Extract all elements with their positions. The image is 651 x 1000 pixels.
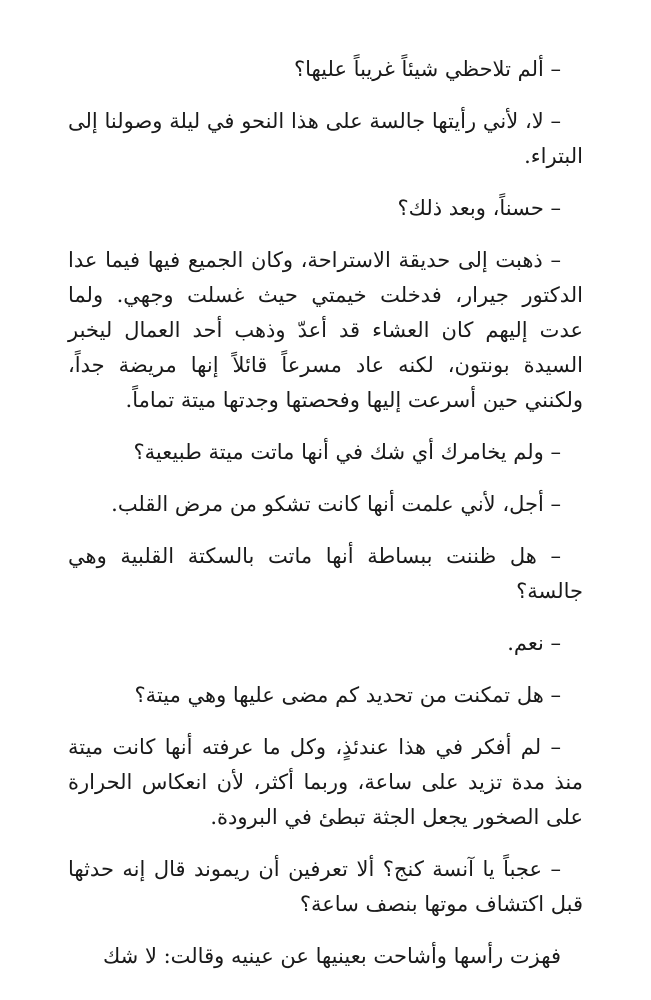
dialogue-paragraph: – عجباً يا آنسة كنج؟ ألا تعرفين أن ريموند قال إنه حدثها قبل اكتشاف موتها بنصف ساعة؟ bbox=[68, 857, 583, 916]
dialogue-paragraph: – ذهبت إلى حديقة الاستراحة، وكان الجميع فيها فيما عدا الدكتور جيرار، فدخلت خيمتي حيث غسلت وجهي. ولما عدت إليهم كان العشاء قد أعدّ وذهب أحد العمال ليخبر السيدة بونتون، لكنه عاد مسرعاً قائلاً إنها مريضة جداً، ولكنني حين أسرعت إليها وفحصتها وجدتها ميتة تماماً. bbox=[68, 248, 583, 412]
narration-paragraph: فهزت رأسها وأشاحت بعينيها عن عينيه وقالت: لا شك bbox=[102, 944, 561, 968]
dialogue-paragraph: – نعم. bbox=[507, 631, 561, 655]
book-page bbox=[68, 52, 583, 974]
dialogue-paragraph: – ألم تلاحظي شيئاً غريباً عليها؟ bbox=[293, 57, 561, 81]
dialogue-paragraph: – هل ظننت ببساطة أنها ماتت بالسكتة القلبية وهي جالسة؟ bbox=[68, 544, 583, 603]
dialogue-paragraph: – أجل، لأني علمت أنها كانت تشكو من مرض القلب. bbox=[111, 492, 561, 516]
dialogue-paragraph: – هل تمكنت من تحديد كم مضى عليها وهي ميتة؟ bbox=[134, 683, 561, 707]
dialogue-paragraph: – لم أفكر في هذا عندئذٍ، وكل ما عرفته أنها كانت ميتة منذ مدة تزيد على ساعة، وربما أكثر، لأن انعكاس الحرارة على الصخور يجعل الجثة تبطئ في البرودة. bbox=[68, 735, 583, 829]
dialogue-paragraph: – لا، لأني رأيتها جالسة على هذا النحو في ليلة وصولنا إلى البتراء. bbox=[68, 109, 583, 168]
dialogue-paragraph: – حسناً، وبعد ذلك؟ bbox=[397, 196, 561, 220]
dialogue-paragraph: – ولم يخامرك أي شك في أنها ماتت ميتة طبيعية؟ bbox=[133, 440, 561, 464]
